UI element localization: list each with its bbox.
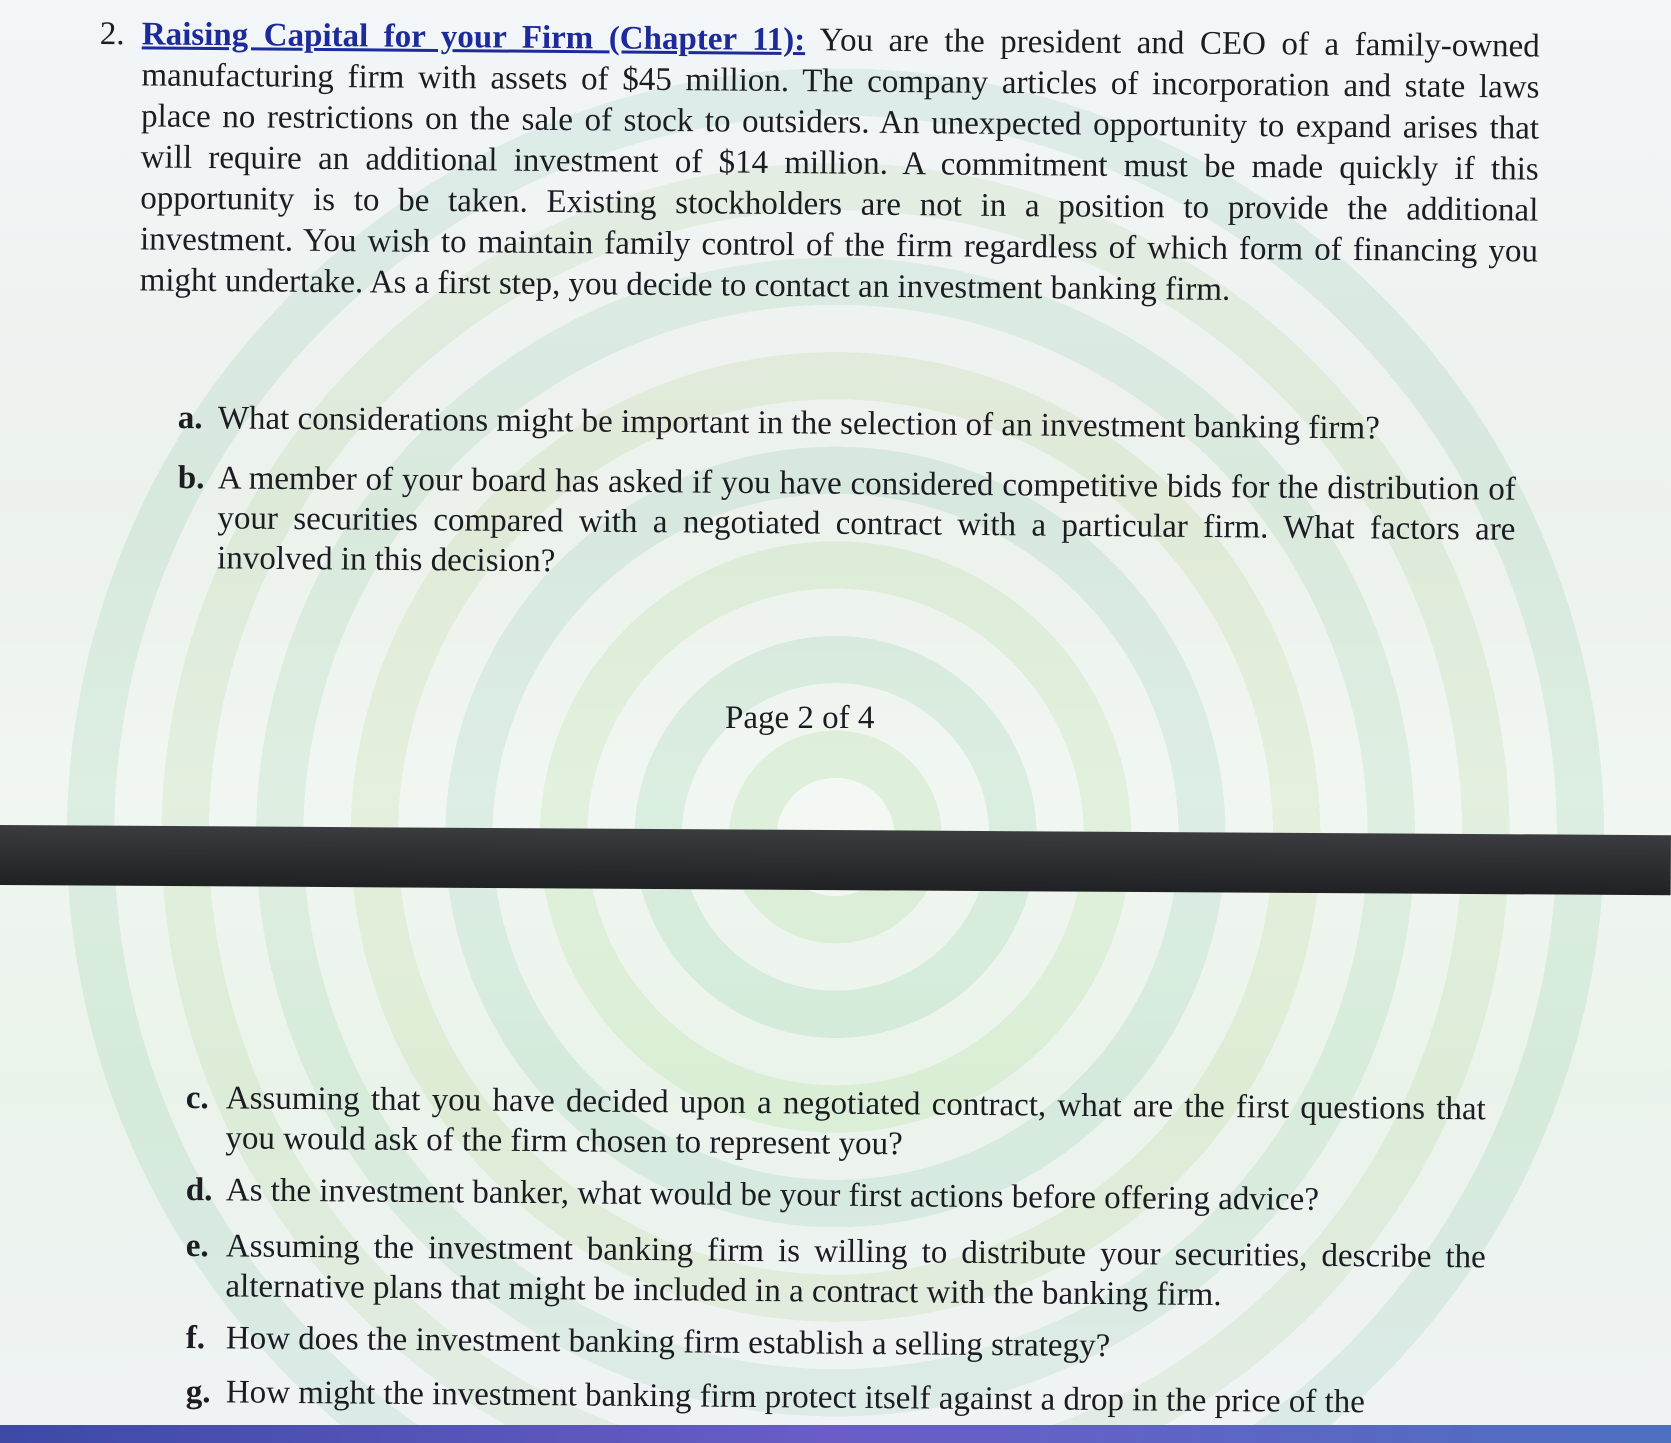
subquestion-text: How does the investment banking firm establish a selling strategy? [225,1320,1111,1365]
subquestion-a [178,398,1488,449]
subquestion-letter: b. [177,459,205,497]
subquestion-letter: g. [185,1373,211,1411]
screen-bottom-edge [0,1425,1671,1443]
subquestion-d [186,1170,1486,1221]
subquestion-b [177,458,1516,590]
subquestion-letter: e. [185,1227,209,1265]
subquestion-letter: a. [177,399,203,437]
subquestion-text: How might the investment banking firm protect itself against a drop in the price of the [225,1374,1366,1421]
subquestion-text: A member of your board has asked if you have considered competitive bids for the distribution of your securities compared with a negotiated contract with a particular firm. What factors are involved in this decision? [216,460,1516,580]
subquestion-letter: f. [185,1319,206,1357]
page-number-label: Page 2 of 4 [725,700,875,736]
question-number: 2. [99,15,125,53]
question-paragraph [139,14,1539,313]
question-title: Raising Capital for your Firm (Chapter 11): [141,16,806,59]
subquestion-letter: d. [185,1171,213,1209]
subquestion-g [186,1372,1506,1424]
question-2 [97,14,1539,314]
page-divider [0,825,1671,895]
subquestion-f [186,1318,1486,1369]
subquestion-text: As the investment banker, what would be your first actions before offering advice? [225,1172,1320,1218]
subquestion-text: What considerations might be important in the selection of an investment banking firm? [217,400,1380,447]
question-body: You are the president and CEO of a family-owned manufacturing firm with assets of $45 million. The company articles of incorporation and state laws place no restrictions on the sale of stock to outsiders. An unexpected opportunity to expand arises that will require an additional investment of $14 million. A commitment must be made quickly if this opportunity is to be taken. Existing stockholders are not in a position to provide the additional investment. You wish to maintain family control of the firm regardless of which form of financing you might undertake. As a first step, you decide to contact an investment banking firm. [139,22,1540,308]
subquestion-letter: c. [185,1079,209,1117]
subquestion-text: Assuming the investment banking firm is willing to distribute your securities, describe the alternative plans that might be included in a contract with the banking firm. [225,1228,1486,1314]
subquestion-c [185,1078,1486,1169]
subquestion-text: Assuming that you have decided upon a negotiated contract, what are the first questions that you would ask of the firm chosen to represent you? [225,1080,1486,1163]
subquestion-e [185,1226,1486,1317]
